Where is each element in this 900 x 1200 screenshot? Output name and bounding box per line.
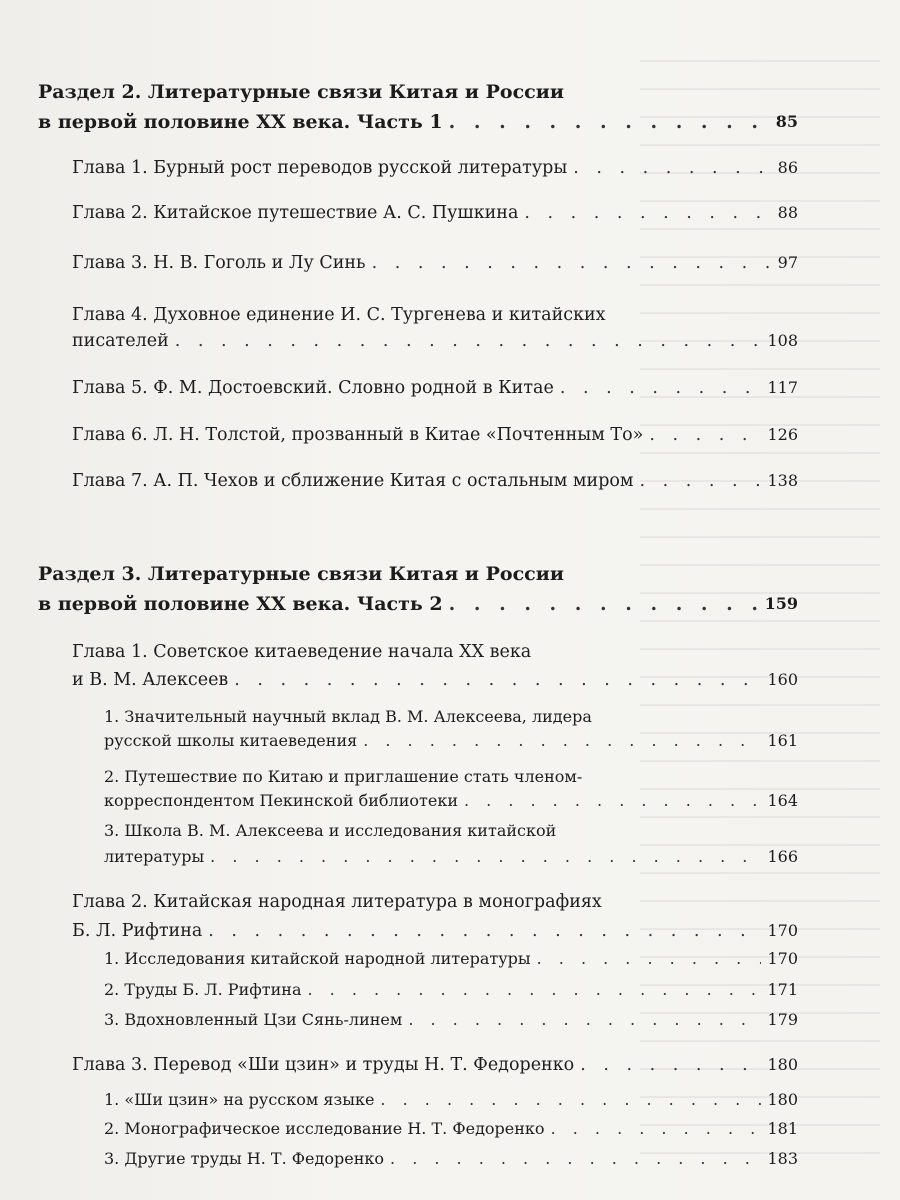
toc-entry-chapter[interactable] bbox=[72, 916, 798, 946]
page-number: 179 bbox=[767, 1010, 798, 1029]
leader-dots bbox=[464, 787, 761, 815]
chapter-title: Глава 5. Ф. М. Достоевский. Словно родной в Китае bbox=[72, 378, 554, 398]
leader-dots bbox=[449, 588, 759, 620]
leader-dots bbox=[580, 1050, 761, 1080]
leader-dots bbox=[175, 326, 762, 356]
chapter-title: Глава 1. Бурный рост переводов русской литературы bbox=[72, 158, 568, 178]
toc-entry-chapter[interactable] bbox=[72, 373, 798, 403]
chapter-title: писателей bbox=[72, 331, 169, 351]
page-number: 88 bbox=[777, 203, 798, 222]
chapter-title-line1: Глава 1. Советское китаеведение начала XX века bbox=[72, 642, 532, 662]
toc-entry-chapter[interactable] bbox=[72, 1050, 798, 1080]
chapter-title: Глава 7. А. П. Чехов и сближение Китая с остальным миром bbox=[72, 471, 634, 491]
page-number: 164 bbox=[767, 791, 798, 810]
leader-dots bbox=[390, 1145, 761, 1173]
toc-entry-chapter[interactable] bbox=[72, 466, 798, 496]
section-3-title-line1: Раздел 3. Литературные связи Китая и России bbox=[38, 563, 564, 585]
page-number: 97 bbox=[777, 253, 798, 272]
chapter-title-line1: Глава 2. Китайская народная литература в монографиях bbox=[72, 892, 602, 912]
subsection-title: литературы bbox=[104, 847, 205, 866]
chapter-title-line1: Глава 4. Духовное единение И. С. Тургенева и китайских bbox=[72, 305, 606, 325]
toc-entry-subsection[interactable] bbox=[104, 787, 798, 815]
chapter-title: и В. М. Алексеев bbox=[72, 670, 229, 690]
toc-entry-subsection[interactable] bbox=[104, 843, 798, 871]
toc-entry-section-3[interactable] bbox=[38, 588, 798, 620]
page-number: 180 bbox=[767, 1090, 798, 1109]
leader-dots bbox=[380, 1086, 761, 1114]
toc-entry-section-2[interactable] bbox=[38, 106, 798, 138]
page-number: 181 bbox=[767, 1119, 798, 1138]
section-2-title-line2: в первой половине XX века. Часть 1 bbox=[38, 111, 443, 133]
chapter-title: Б. Л. Рифтина bbox=[72, 921, 203, 941]
page-number: 180 bbox=[767, 1055, 798, 1074]
leader-dots bbox=[408, 1006, 761, 1034]
leader-dots bbox=[208, 916, 761, 946]
chapter-title: Глава 3. Перевод «Ши цзин» и труды Н. Т. Федоренко bbox=[72, 1055, 575, 1075]
page-number: 160 bbox=[767, 670, 798, 689]
subsection-title: 3. Вдохновленный Цзи Сянь-линем bbox=[104, 1010, 403, 1029]
page-number: 117 bbox=[767, 378, 798, 397]
toc-entry-subsection[interactable] bbox=[104, 1086, 798, 1114]
page-number: 183 bbox=[767, 1149, 798, 1168]
page-number: 166 bbox=[767, 847, 798, 866]
page-number: 170 bbox=[767, 921, 798, 940]
page-number: 161 bbox=[767, 731, 798, 750]
toc-entry-subsection[interactable] bbox=[104, 945, 798, 973]
leader-dots bbox=[363, 727, 761, 755]
subsection-title: 3. Другие труды Н. Т. Федоренко bbox=[104, 1149, 385, 1168]
leader-dots bbox=[573, 153, 771, 183]
leader-dots bbox=[372, 248, 772, 278]
toc-entry-chapter[interactable] bbox=[72, 326, 798, 356]
subsection-title: 2. Монографическое исследование Н. Т. Федоренко bbox=[104, 1119, 545, 1138]
toc-entry-subsection[interactable] bbox=[104, 976, 798, 1004]
page-number: 171 bbox=[767, 980, 798, 999]
subsection-title: 1. Исследования китайской народной литературы bbox=[104, 949, 531, 968]
leader-dots bbox=[649, 420, 761, 450]
page-number: 86 bbox=[777, 158, 798, 177]
leader-dots bbox=[449, 106, 770, 138]
leader-dots bbox=[640, 466, 762, 496]
section-2-title-line1: Раздел 2. Литературные связи Китая и России bbox=[38, 81, 564, 103]
page-number: 138 bbox=[767, 471, 798, 490]
leader-dots bbox=[560, 373, 762, 403]
page-number: 85 bbox=[775, 112, 798, 131]
subsection-title-line1: 3. Школа В. М. Алексеева и исследования китайской bbox=[104, 821, 557, 840]
page-number: 108 bbox=[767, 331, 798, 350]
toc-entry-subsection[interactable] bbox=[104, 1145, 798, 1173]
toc-entry-subsection[interactable] bbox=[104, 1006, 798, 1034]
section-3-title-line2: в первой половине XX века. Часть 2 bbox=[38, 593, 443, 615]
leader-dots bbox=[551, 1115, 762, 1143]
page-number: 170 bbox=[767, 949, 798, 968]
leader-dots bbox=[537, 945, 762, 973]
leader-dots bbox=[307, 976, 761, 1004]
toc-entry-chapter[interactable] bbox=[72, 198, 798, 228]
subsection-title-line1: 2. Путешествие по Китаю и приглашение стать членом- bbox=[104, 767, 583, 786]
page-number: 126 bbox=[767, 425, 798, 444]
leader-dots bbox=[524, 198, 771, 228]
toc-entry-chapter[interactable] bbox=[72, 665, 798, 695]
page-number: 159 bbox=[764, 594, 798, 613]
chapter-title: Глава 2. Китайское путешествие А. С. Пушкина bbox=[72, 203, 519, 223]
chapter-title: Глава 3. Н. В. Гоголь и Лу Синь bbox=[72, 253, 366, 273]
leader-dots bbox=[210, 843, 761, 871]
leader-dots bbox=[234, 665, 761, 695]
toc-entry-subsection[interactable] bbox=[104, 727, 798, 755]
subsection-title: русской школы китаеведения bbox=[104, 731, 358, 750]
subsection-title-line1: 1. Значительный научный вклад В. М. Алексеева, лидера bbox=[104, 707, 592, 726]
subsection-title: корреспондентом Пекинской библиотеки bbox=[104, 791, 458, 810]
subsection-title: 1. «Ши цзин» на русском языке bbox=[104, 1090, 375, 1109]
subsection-title: 2. Труды Б. Л. Рифтина bbox=[104, 980, 302, 999]
toc-entry-chapter[interactable] bbox=[72, 153, 798, 183]
toc-entry-subsection[interactable] bbox=[104, 1115, 798, 1143]
toc-entry-chapter[interactable] bbox=[72, 248, 798, 278]
chapter-title: Глава 6. Л. Н. Толстой, прозванный в Китае «Почтенным То» bbox=[72, 425, 644, 445]
toc-entry-chapter[interactable] bbox=[72, 420, 798, 450]
